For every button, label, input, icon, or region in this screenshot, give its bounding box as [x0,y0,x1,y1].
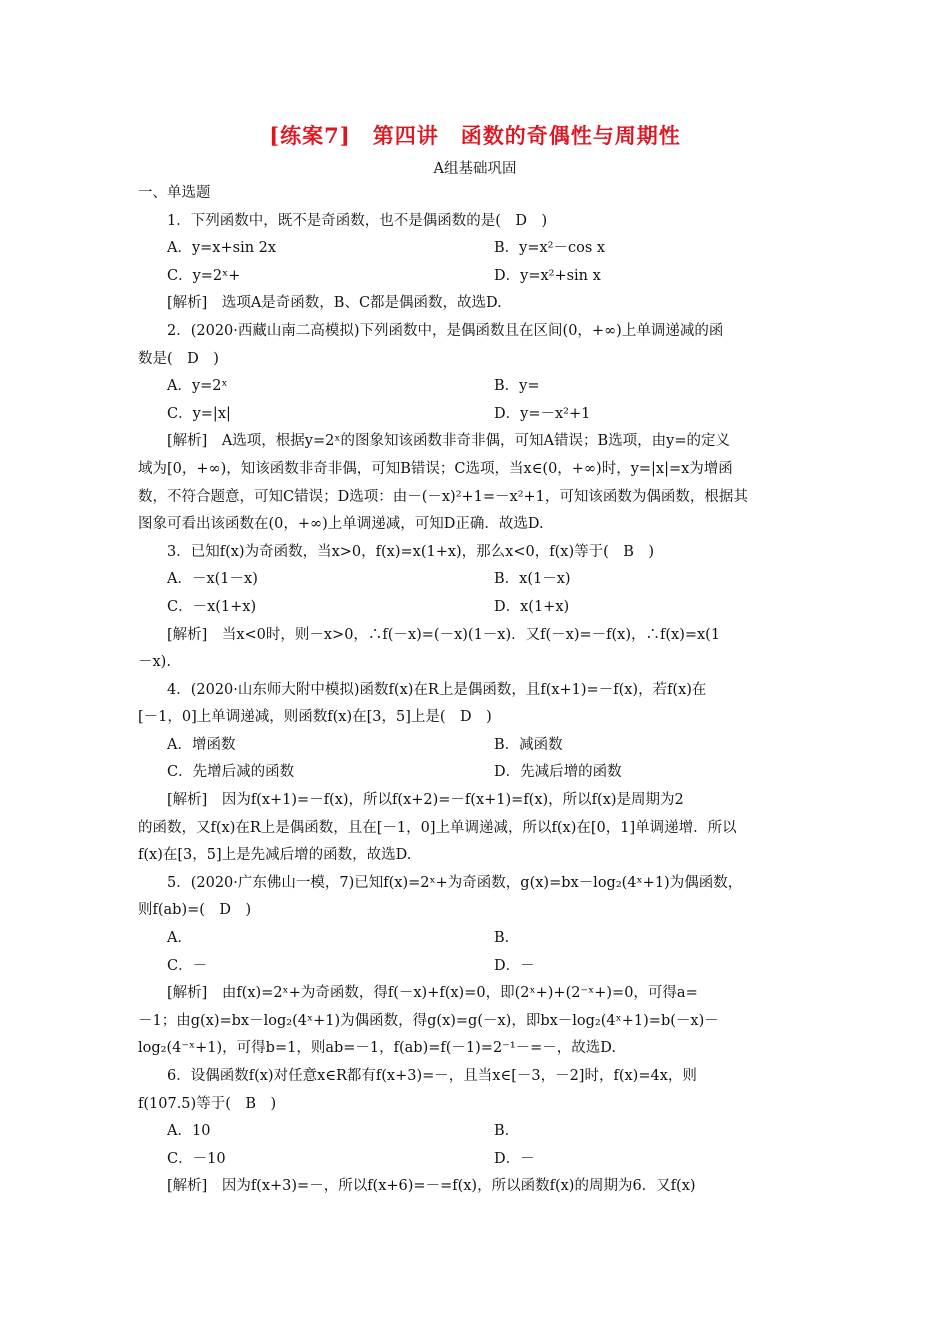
option-row [138,263,818,291]
paragraph-line: 5．(2020·广东佛山一模，7)已知f(x)=2ˣ+为奇函数，g(x)=bx－log₂(4ˣ+1)为偶函数， [167,874,743,891]
option-left: A．y=2ˣ [167,378,228,395]
section-heading: 一、单选题 [138,185,211,201]
option-left: A．10 [167,1123,211,1140]
paragraph-line: [解析] A选项，根据y=2ˣ的图象知该函数非奇非偶，可知A错误；B选项，由y=的定义 [167,433,730,450]
page-title: [练案7] 第四讲 函数的奇偶性与周期性 [269,123,681,148]
option-left: A．－x(1－x) [167,571,258,588]
paragraph-line: [解析] 当x<0时，则－x>0，∴f(－x)=(－x)(1－x)．又f(－x)=－f(x)，∴f(x)=x(1 [167,626,721,643]
option-row [138,594,818,622]
option-left: A． [167,930,192,947]
paragraph-line: [解析] 因为f(x+1)=－f(x)，所以f(x+2)=－f(x+1)=f(x)，所以f(x)是周期为2 [167,792,684,809]
option-right: D．y=－x²+1 [494,405,591,422]
option-right: B． [494,930,520,947]
option-row [138,925,818,953]
option-left: A．y=x+sin 2x [167,240,277,257]
paragraph-continuation: [－1，0]上单调递减，则函数f(x)在[3，5]上是( D ) [138,709,492,726]
option-right: B．减函数 [494,736,563,753]
paragraph-continuation: －x). [138,654,171,671]
paragraph-continuation: 则f(ab)=( D ) [138,902,252,919]
option-left: A．增函数 [167,736,236,753]
option-row [138,373,818,401]
option-left: C．y=2ˣ+ [167,267,241,284]
paragraph-continuation: log₂(4⁻ˣ+1)，可得b=1，则ab=－1，f(ab)=f(－1)=2⁻¹－=－，故选D. [138,1040,617,1057]
paragraph-continuation: f(x)在[3，5]上是先减后增的函数，故选D. [138,847,412,864]
paragraph-line: 3．已知f(x)为奇函数，当x>0，f(x)=x(1+x)，那么x<0，f(x)等于( B ) [167,543,655,560]
paragraph-continuation: 的函数，又f(x)在R上是偶函数，且在[－1，0]上单调递减，所以f(x)在[0，1]单调递增．所以 [138,819,737,836]
paragraph-line: 4．(2020·山东师大附中模拟)函数f(x)在R上是偶函数，且f(x+1)=－f(x)，若f(x)在 [167,681,707,698]
option-left: C．y=|x| [167,405,231,422]
paragraph-line: [解析] 选项A是奇函数，B、C都是偶函数，故选D. [167,295,502,312]
paragraph-continuation: 数，不符合题意，可知C错误；D选项：由－(－x)²+1=－x²+1，可知该函数为偶函数，根据其 [138,488,748,505]
option-left: C．先增后减的函数 [167,764,295,781]
paragraph-continuation: f(107.5)等于( B ) [138,1095,277,1112]
option-row [138,566,818,594]
option-right: D．y=x²+sin x [494,267,601,284]
paragraph-continuation: 图象可看出该函数在(0，+∞)上单调递减，可知D正确．故选D. [138,516,544,533]
option-right: D．先减后增的函数 [494,764,622,781]
paragraph-continuation: 域为[0，+∞)，知该函数非奇非偶，可知B错误；C选项，当x∈(0，+∞)时，y=|x|=x为增函 [138,460,733,477]
paragraph-line: 6．设偶函数f(x)对任意x∈R都有f(x+3)=－，且当x∈[－3，－2]时，f(x)=4x，则 [167,1068,697,1084]
option-left: C．－x(1+x) [167,598,257,615]
option-right: B． [494,1123,520,1140]
option-right: B．y=x²－cos x [494,240,606,257]
option-row [138,732,818,760]
option-row [138,401,818,429]
section-subtitle: A组基础巩固 [433,161,517,177]
paragraph-line: 2．(2020·西藏山南二高模拟)下列函数中，是偶函数且在区间(0，+∞)上单调递减的函 [167,322,724,339]
option-row [138,1118,818,1146]
option-right: B．x(1－x) [494,571,571,588]
paragraph-continuation: 数是( D ) [138,350,219,367]
paragraph-line: [解析] 因为f(x+3)=－，所以f(x+6)=－=f(x)，所以函数f(x)的周期为6．又f(x) [167,1178,696,1195]
option-row [138,759,818,787]
option-right: D．－ [494,1150,535,1167]
paragraph-line: [解析] 由f(x)=2ˣ+为奇函数，得f(－x)+f(x)=0，即(2ˣ+)+(2⁻ˣ+)=0，可得a= [167,985,698,1002]
option-right: D．－ [494,957,535,974]
paragraph-continuation: －1；由g(x)=bx－log₂(4ˣ+1)为偶函数，得g(x)=g(－x)，即bx－log₂(4ˣ+1)=b(－x)－ [138,1012,719,1029]
paragraph-line: 1．下列函数中，既不是奇函数，也不是偶函数的是( D ) [167,212,548,229]
option-left: C．－ [167,957,208,974]
option-row [138,235,818,263]
option-row [138,953,818,981]
option-row [138,1146,818,1174]
option-right: B．y= [494,378,540,395]
option-right: D．x(1+x) [494,598,570,615]
option-left: C．－10 [167,1150,226,1167]
document-body [138,180,818,1201]
